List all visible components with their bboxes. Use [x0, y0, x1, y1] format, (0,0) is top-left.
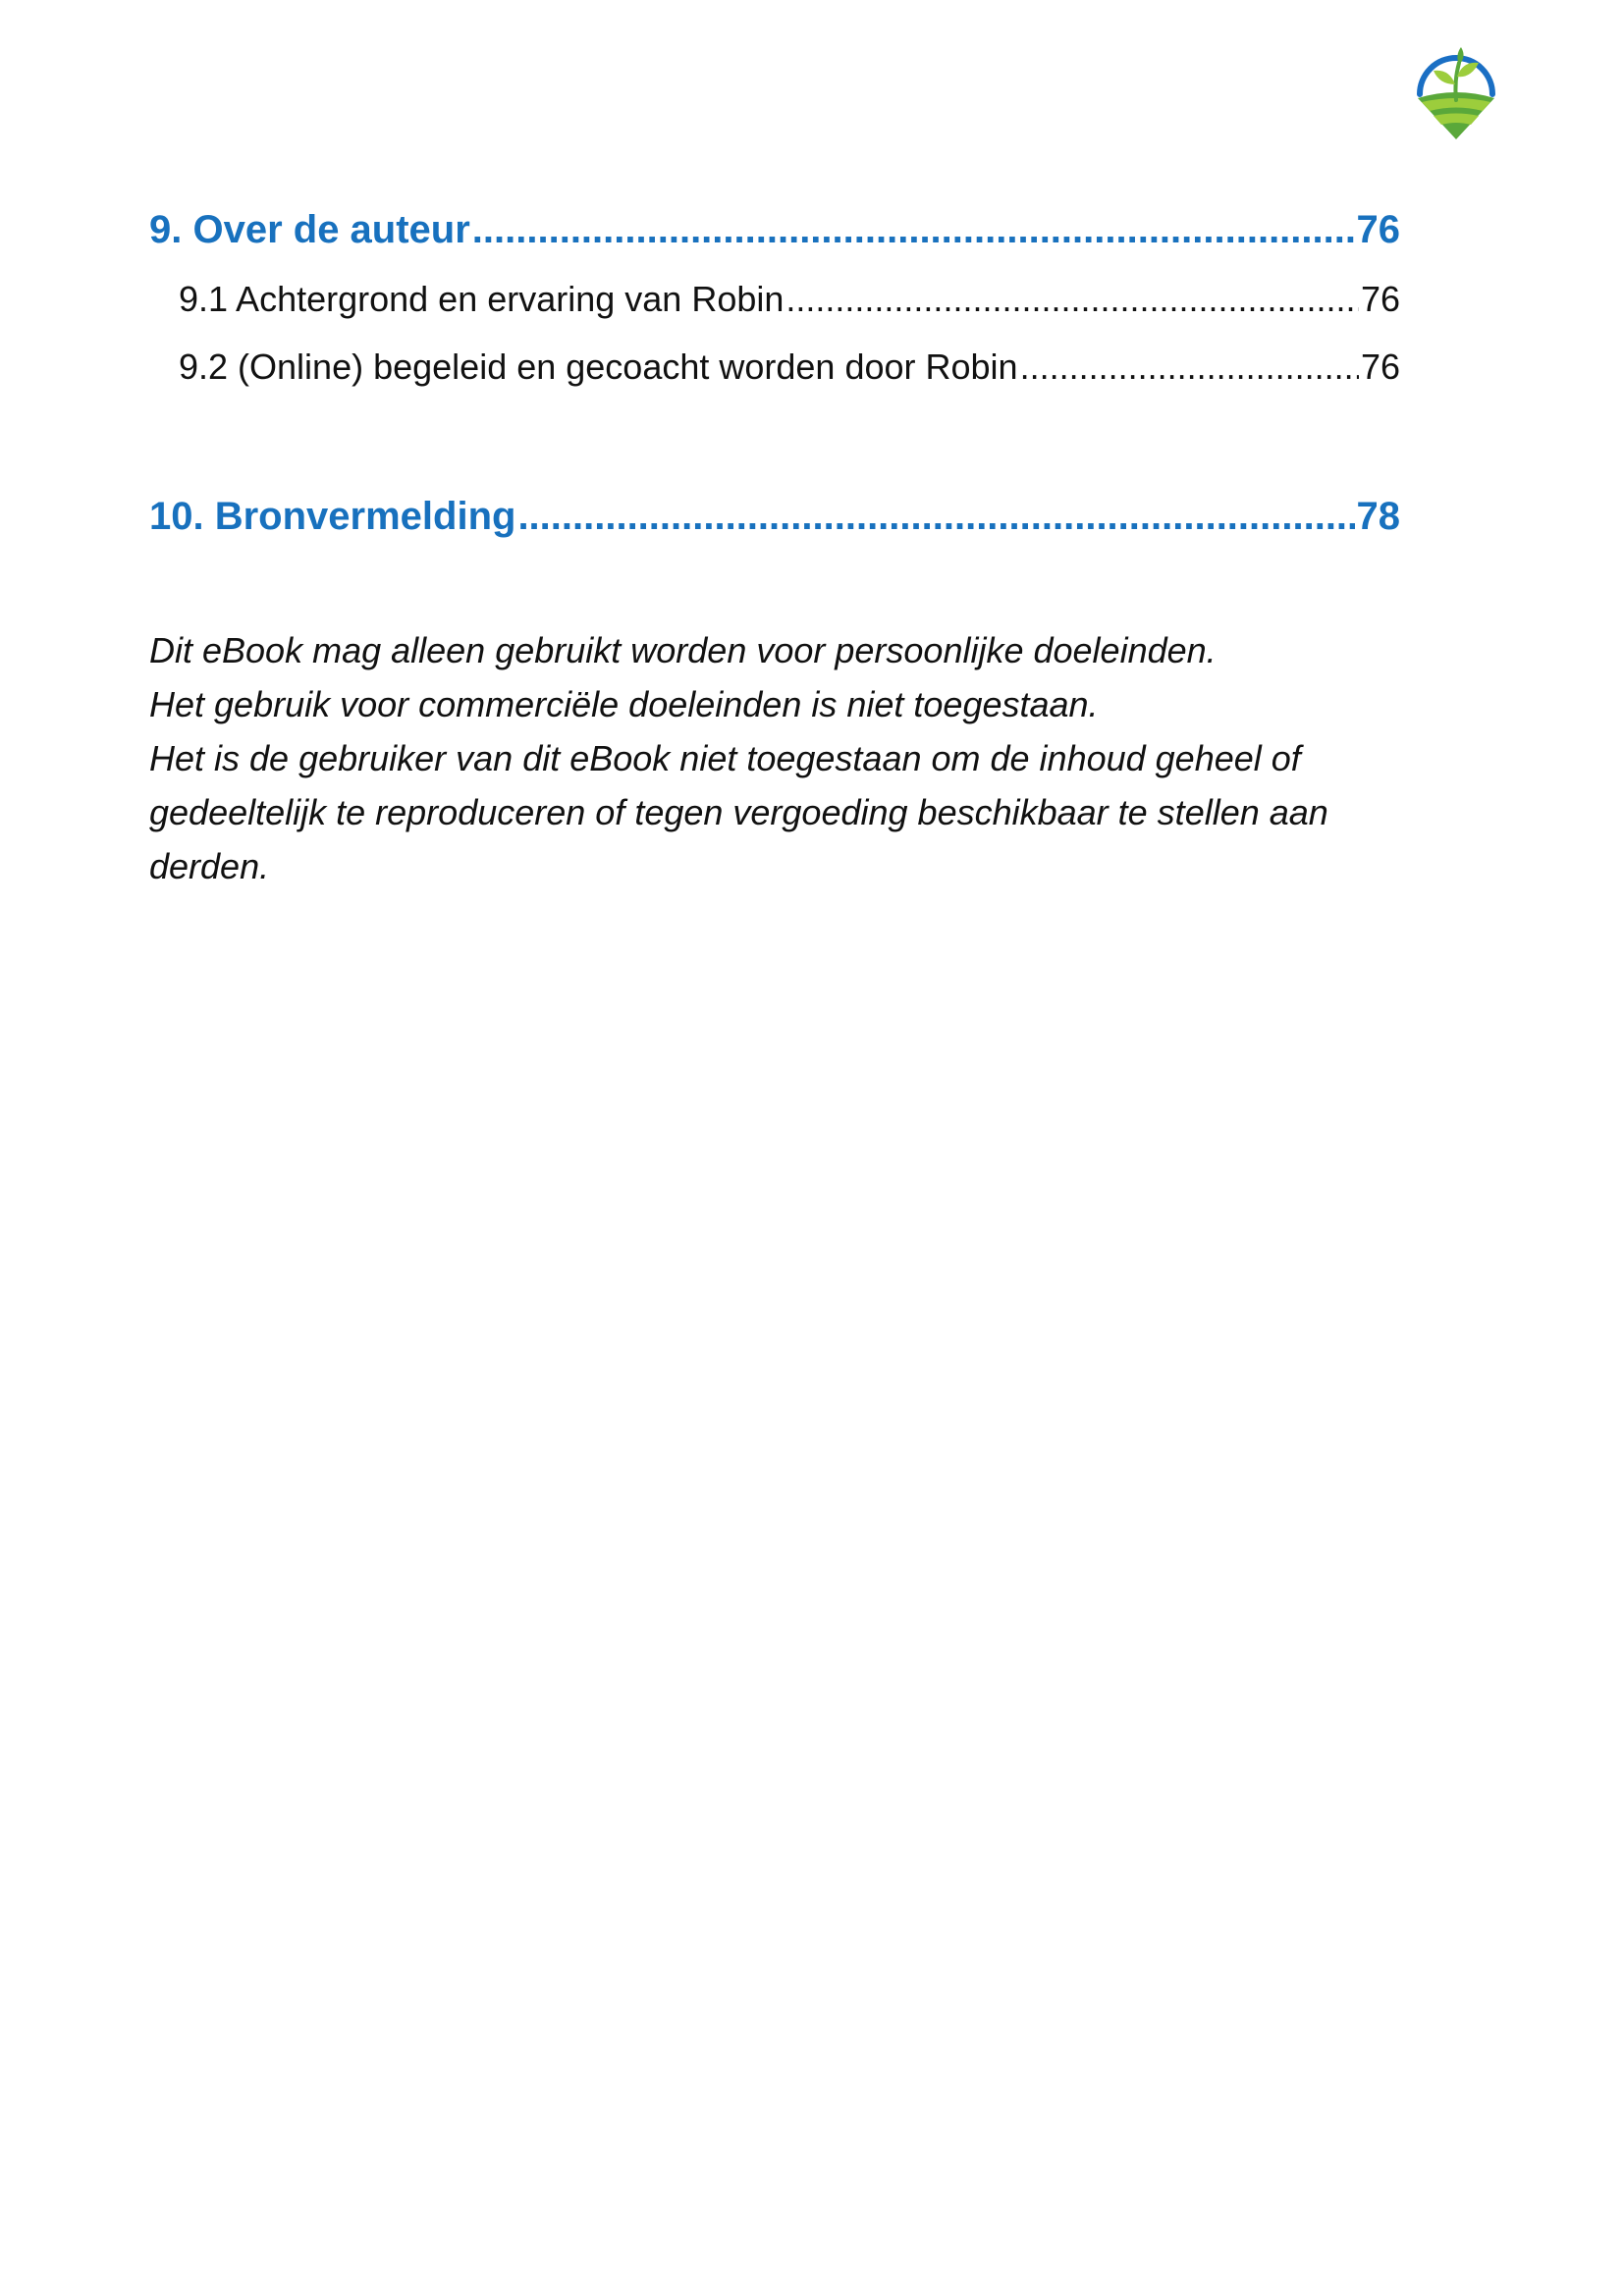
toc-subsection-title: 9.2 (Online) begeleid en gecoacht worden door Robin: [179, 347, 1018, 387]
toc-chapter-9[interactable]: [149, 194, 1400, 265]
toc-leader-dots: [472, 194, 1355, 265]
toc-subsection-9-1[interactable]: [149, 265, 1400, 333]
toc-chapter-title: 10. Bronvermelding: [149, 495, 516, 538]
toc-subsection-9-2[interactable]: [149, 333, 1400, 400]
toc-subsection-title: 9.1 Achtergrond en ervaring van Robin: [179, 279, 785, 319]
toc-leader-dots: [1020, 333, 1359, 400]
plant-sprout-logo-icon: [1410, 43, 1502, 145]
toc-page-number: 76: [1360, 279, 1400, 319]
table-of-contents: [149, 194, 1400, 552]
usage-disclaimer: [149, 623, 1416, 893]
toc-page-number: 76: [1356, 208, 1400, 251]
disclaimer-line: Het is de gebruiker van dit eBook niet toegestaan om de inhoud geheel of gedeeltelijk te reproduceren of tegen vergoeding beschikbaar te stellen aan derden.: [149, 738, 1328, 886]
toc-chapter-title: 9. Over de auteur: [149, 208, 470, 251]
disclaimer-line: Het gebruik voor commerciële doeleinden is niet toegestaan.: [149, 684, 1099, 724]
toc-page-number: 78: [1356, 495, 1400, 538]
toc-page-number: 76: [1360, 347, 1400, 387]
disclaimer-line: Dit eBook mag alleen gebruikt worden voor persoonlijke doeleinden.: [149, 630, 1217, 670]
toc-leader-dots: [785, 265, 1359, 333]
toc-chapter-10[interactable]: [149, 481, 1400, 552]
toc-leader-dots: [517, 481, 1354, 552]
